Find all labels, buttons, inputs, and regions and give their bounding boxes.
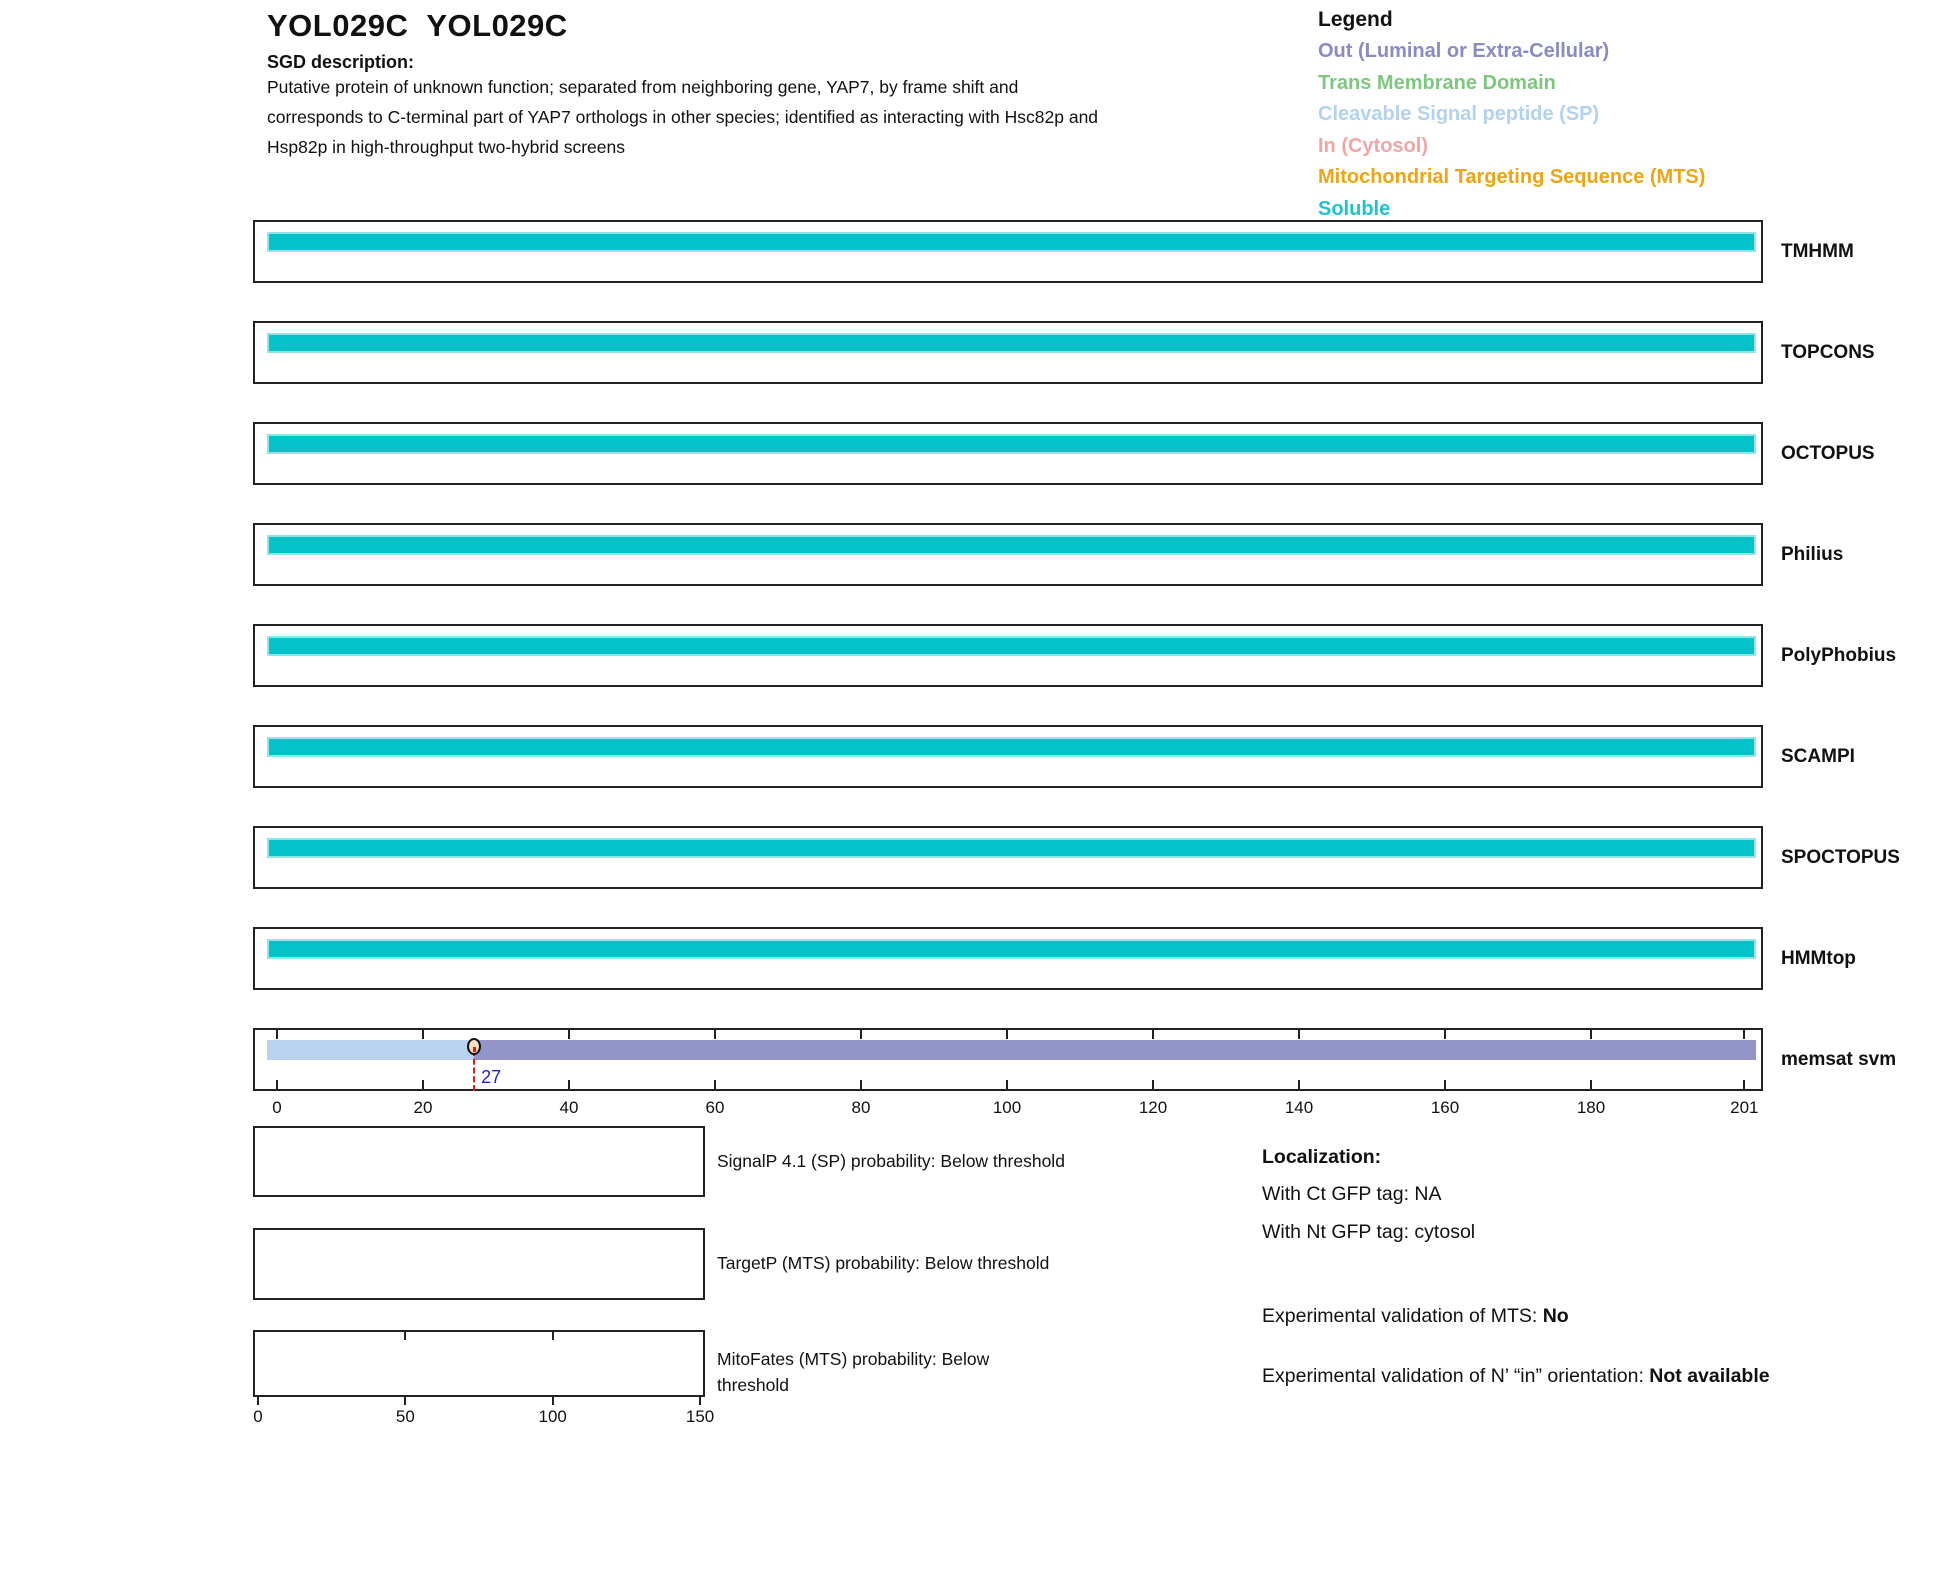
probability-plot-2	[253, 1228, 705, 1300]
orientation-validation-line	[1262, 1360, 1807, 1392]
axis-tick-label: 20	[413, 1098, 433, 1117]
targetp-caption: TargetP (MTS) probability: Below threshold	[717, 1253, 1050, 1273]
legend-item-2: Trans Membrane Domain	[1318, 71, 1556, 94]
segment-soluble	[267, 333, 1756, 353]
mts-validation-value: No	[1542, 1305, 1569, 1327]
axis-tick-top	[1444, 1030, 1446, 1039]
plot-axis-label: 100	[538, 1407, 567, 1426]
axis-tick-bottom	[1152, 1080, 1154, 1089]
localization-heading: Localization:	[1262, 1146, 1382, 1168]
description-line: Hsp82p in high-throughput two-hybrid screens	[267, 137, 625, 157]
sgd-description-text	[267, 72, 1098, 162]
segment-soluble	[267, 939, 1756, 959]
marker-dot	[467, 1038, 481, 1055]
axis-tick-bottom	[1298, 1080, 1300, 1089]
legend-item-4: In (Cytosol)	[1318, 134, 1428, 157]
axis-tick-bottom	[714, 1080, 716, 1089]
orientation-validation-value: Not available	[1649, 1365, 1770, 1387]
axis-tick-top	[860, 1030, 862, 1039]
axis-tick-top	[276, 1030, 278, 1039]
segment-soluble	[267, 535, 1756, 555]
axis-tick-bottom	[860, 1080, 862, 1089]
axis-tick-top	[1743, 1030, 1745, 1039]
legend-item-1: Out (Luminal or Extra-Cellular)	[1318, 40, 1610, 62]
axis-tick-label: 0	[272, 1098, 282, 1117]
signalp-caption: SignalP 4.1 (SP) probability: Below threshold	[717, 1151, 1065, 1171]
orientation-validation-label: Experimental validation of N’ “in” orientation:	[1262, 1365, 1650, 1387]
legend-title: Legend	[1318, 8, 1393, 31]
plot-tick-bottom	[257, 1397, 259, 1405]
legend-item-5: Mitochondrial Targeting Sequence (MTS)	[1318, 166, 1706, 188]
sgd-description-label: SGD description:	[267, 52, 415, 72]
axis-tick-label: 80	[851, 1098, 871, 1117]
track-label-PolyPhobius: PolyPhobius	[1781, 644, 1897, 666]
segment-soluble	[267, 838, 1756, 858]
legend-item-3: Cleavable Signal peptide (SP)	[1318, 103, 1600, 125]
plot-tick-bottom	[552, 1397, 554, 1405]
legend-item-6: Soluble	[1318, 197, 1391, 220]
track-label-TMHMM: TMHMM	[1781, 240, 1854, 262]
segment-soluble	[267, 636, 1756, 656]
axis-tick-bottom	[1006, 1080, 1008, 1089]
axis-tick-bottom	[568, 1080, 570, 1089]
axis-tick-top	[714, 1030, 716, 1039]
axis-tick-top	[1152, 1030, 1154, 1039]
plot-tick-bottom	[404, 1397, 406, 1405]
track-label-HMMtop: HMMtop	[1781, 947, 1856, 969]
segment-soluble	[267, 737, 1756, 757]
track-label-TOPCONS: TOPCONS	[1781, 341, 1875, 363]
axis-tick-bottom	[1444, 1080, 1446, 1089]
marker-position-label: 27	[481, 1067, 502, 1087]
axis-tick-label: 160	[1430, 1098, 1460, 1117]
axis-tick-top	[1006, 1030, 1008, 1039]
gene-name: YOL029C	[426, 8, 568, 43]
orf-name: YOL029C	[267, 8, 409, 43]
probability-plot-1	[253, 1126, 705, 1197]
description-line: corresponds to C-terminal part of YAP7 orthologs in other species; identified as interacting with Hsc82p and	[267, 107, 1099, 127]
axis-tick-label: 180	[1576, 1098, 1606, 1117]
ct-gfp-line: With Ct GFP tag: NA	[1262, 1183, 1442, 1205]
segment-cleavable-signal-peptide-sp	[267, 1040, 474, 1060]
segment-out-luminal-or-extra-cellular	[474, 1040, 1756, 1060]
plot-axis-label: 0	[253, 1407, 263, 1426]
axis-tick-bottom	[1743, 1080, 1745, 1089]
mitofates-caption: MitoFates (MTS) probability: Below threshold	[717, 1349, 990, 1395]
axis-tick-top	[1590, 1030, 1592, 1039]
axis-tick-bottom	[1590, 1080, 1592, 1089]
axis-tick-label: 60	[705, 1098, 725, 1117]
track-label-OCTOPUS: OCTOPUS	[1781, 442, 1875, 464]
track-label-SCAMPI: SCAMPI	[1781, 745, 1855, 767]
plot-axis-label: 50	[395, 1407, 415, 1426]
track-label-SPOCTOPUS: SPOCTOPUS	[1781, 846, 1900, 868]
legend	[1318, 4, 1705, 225]
probability-plot-3	[253, 1330, 705, 1397]
axis-tick-bottom	[276, 1080, 278, 1089]
axis-tick-label: 140	[1284, 1098, 1314, 1117]
segment-soluble	[267, 232, 1756, 252]
axis-tick-label: 100	[992, 1098, 1022, 1117]
plot-tick-top	[404, 1332, 406, 1340]
nt-gfp-line: With Nt GFP tag: cytosol	[1262, 1221, 1476, 1243]
mts-validation-line	[1262, 1305, 1569, 1328]
description-line: Putative protein of unknown function; separated from neighboring gene, YAP7, by frame shift and	[267, 77, 1019, 97]
axis-tick-top	[422, 1030, 424, 1039]
plot-axis-label: 150	[685, 1407, 715, 1426]
mts-validation-label: Experimental validation of MTS:	[1262, 1305, 1543, 1327]
track-label-Philius: Philius	[1781, 543, 1844, 565]
axis-tick-top	[568, 1030, 570, 1039]
axis-tick-top	[1298, 1030, 1300, 1039]
page-title	[267, 8, 568, 44]
axis-tick-bottom	[422, 1080, 424, 1089]
axis-tick-label: 40	[559, 1098, 579, 1117]
marker-dot-dash	[473, 1047, 476, 1052]
plot-tick-bottom	[699, 1397, 701, 1405]
axis-tick-label: 201	[1730, 1098, 1759, 1117]
axis-tick-label: 120	[1138, 1098, 1168, 1117]
marker-dashed-line	[473, 1050, 475, 1091]
plot-tick-top	[552, 1332, 554, 1340]
track-label-memsat-svm: memsat svm	[1781, 1048, 1897, 1070]
segment-soluble	[267, 434, 1756, 454]
